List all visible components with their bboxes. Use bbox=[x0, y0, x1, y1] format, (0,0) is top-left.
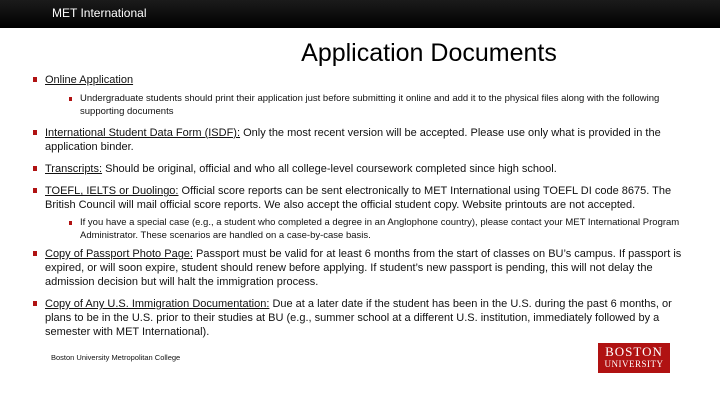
bullet-text: Official score reports can be sent electronically to MET International using TOEFL DI code 8675. The British Council will mail official score reports. We also accept the official student copy. Website printouts are not accepted. bbox=[45, 185, 672, 211]
bullet-lead: TOEFL, IELTS or Duolingo: bbox=[45, 185, 179, 197]
footer-text: Boston University Metropolitan College bbox=[51, 353, 181, 362]
bullet-toefl bbox=[45, 184, 690, 212]
subbullet-marker bbox=[69, 97, 72, 101]
bullet-text: Due at a later date if the student has been in the U.S. during the past 6 months, or plans to be in the U.S. prior to their studies at BU (e.g., summer school at a different U.S. institution, immediately followed by a semester with MET International). bbox=[45, 298, 672, 338]
bullet-online-application bbox=[45, 73, 690, 87]
slide-title: Application Documents bbox=[301, 39, 557, 67]
logo-line-2: UNIVERSITY bbox=[604, 359, 664, 369]
bullet-marker bbox=[33, 251, 37, 256]
bullet-isdf bbox=[45, 126, 690, 154]
header-text: MET International bbox=[52, 6, 147, 20]
bullet-marker bbox=[33, 166, 37, 171]
bullet-lead: Copy of Any U.S. Immigration Documentation: bbox=[45, 298, 270, 310]
bullet-lead: International Student Data Form (ISDF): bbox=[45, 127, 241, 139]
bullet-lead: Copy of Passport Photo Page: bbox=[45, 248, 193, 260]
subbullet-marker bbox=[69, 221, 72, 225]
boston-university-logo bbox=[598, 343, 670, 373]
header-bar bbox=[0, 0, 720, 28]
bullet-text: Passport must be valid for at least 6 months from the start of classes on BU’s campus. If passport is expired, or will soon expire, student should renew before applying. If student’s new passport is pending, this will not delay the admission decision but will halt the immigration process. bbox=[45, 248, 682, 288]
bullet-marker bbox=[33, 77, 37, 82]
logo-line-1: BOSTON bbox=[605, 344, 663, 359]
subbullet-undergraduate bbox=[80, 93, 692, 118]
bullet-text: Should be original, official and who all college-level coursework completed since high school. bbox=[102, 163, 557, 175]
bullet-immigration bbox=[45, 297, 690, 339]
subbullet-text: If you have a special case (e.g., a student who completed a degree in an Anglophone country), please contact your MET International Program Administrator. These scenarios are handled on a case-by-case basis. bbox=[80, 217, 680, 241]
bullet-passport bbox=[45, 247, 690, 289]
bullet-marker bbox=[33, 188, 37, 193]
bullet-marker bbox=[33, 130, 37, 135]
bullet-transcripts bbox=[45, 162, 690, 176]
subbullet-text: Undergraduate students should print their application just before submitting it online and add it to the physical files along with the following supporting documents bbox=[80, 93, 660, 117]
bullet-list bbox=[0, 73, 720, 339]
subbullet-special-case bbox=[80, 217, 692, 242]
bullet-text: Only the most recent version will be accepted. Please use only what is provided in the application binder. bbox=[45, 127, 661, 153]
bullet-lead: Online Application bbox=[45, 74, 134, 86]
bullet-marker bbox=[33, 301, 37, 306]
bullet-lead: Transcripts: bbox=[45, 163, 103, 175]
